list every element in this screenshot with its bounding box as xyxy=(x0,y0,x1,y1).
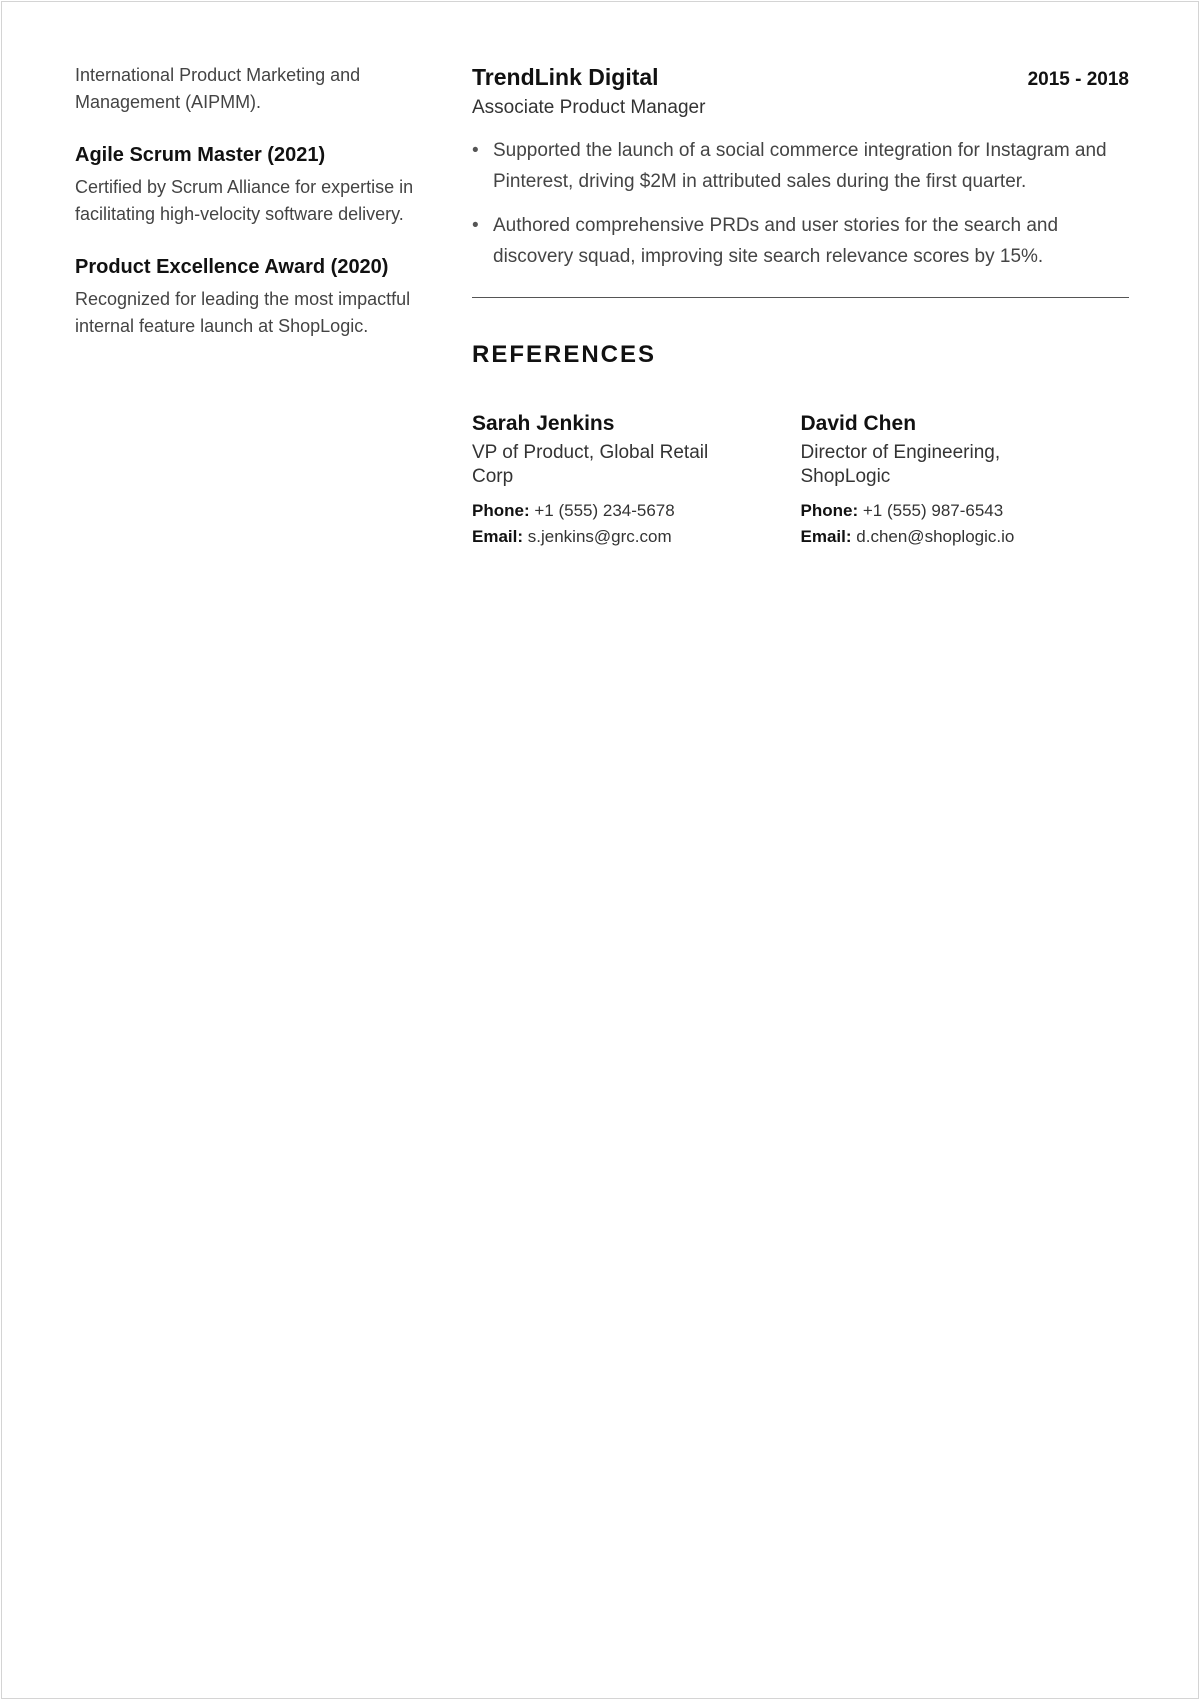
reference-card xyxy=(801,410,1130,550)
reference-phone xyxy=(801,498,1130,524)
main-column xyxy=(472,62,1129,550)
achievement-item xyxy=(472,135,1129,197)
experience-entry xyxy=(472,62,1129,272)
achievement-text: Authored comprehensive PRDs and user stories for the search and discovery squad, improving site search relevance scores by 15%. xyxy=(493,215,1059,267)
email-label: Email: xyxy=(472,527,524,546)
resume-page xyxy=(1,1,1199,1699)
certifications-column xyxy=(75,62,445,340)
achievement-text: Supported the launch of a social commerce integration for Instagram and Pinterest, driving $2M in attributed sales during the first quarter. xyxy=(493,140,1107,192)
reference-contact xyxy=(801,498,1130,550)
reference-phone xyxy=(472,498,801,524)
reference-title: Director of Engineering, ShopLogic xyxy=(800,442,1001,487)
certification-title: Agile Scrum Master (2021) xyxy=(75,144,326,166)
employment-dates: 2015 - 2018 xyxy=(1027,69,1129,90)
section-divider xyxy=(472,297,1129,298)
certification-item xyxy=(75,254,445,340)
achievement-list xyxy=(472,135,1129,272)
phone-value: +1 (555) 987-6543 xyxy=(862,501,1004,520)
reference-name: Sarah Jenkins xyxy=(472,412,615,435)
certification-description: Certified by Scrum Alliance for expertise in facilitating high-velocity software delivery. xyxy=(75,177,414,224)
company-name: TrendLink Digital xyxy=(472,64,659,90)
certification-title: Product Excellence Award (2020) xyxy=(75,256,389,278)
certification-item xyxy=(75,142,445,228)
email-label: Email: xyxy=(800,527,852,546)
phone-value: +1 (555) 234-5678 xyxy=(534,501,675,520)
bullet-icon: • xyxy=(472,140,479,161)
email-value: d.chen@shoplogic.io xyxy=(856,527,1015,546)
email-value: s.jenkins@grc.com xyxy=(527,527,672,546)
reference-card xyxy=(472,410,801,550)
bullet-icon: • xyxy=(472,215,479,236)
certification-description: Recognized for leading the most impactful internal feature launch at ShopLogic. xyxy=(75,289,411,336)
job-title: Associate Product Manager xyxy=(472,97,706,118)
reference-name: David Chen xyxy=(800,412,917,435)
references-list xyxy=(472,410,1129,550)
certification-intro-text: International Product Marketing and Management (AIPMM). xyxy=(75,65,361,112)
reference-title: VP of Product, Global Retail Corp xyxy=(472,442,709,487)
reference-contact xyxy=(472,498,801,550)
achievement-item xyxy=(472,210,1129,272)
experience-header xyxy=(472,62,1129,92)
references-heading: REFERENCES xyxy=(472,341,657,368)
reference-email xyxy=(801,524,1130,550)
reference-email xyxy=(472,524,801,550)
phone-label: Phone: xyxy=(800,501,859,520)
phone-label: Phone: xyxy=(472,501,530,520)
